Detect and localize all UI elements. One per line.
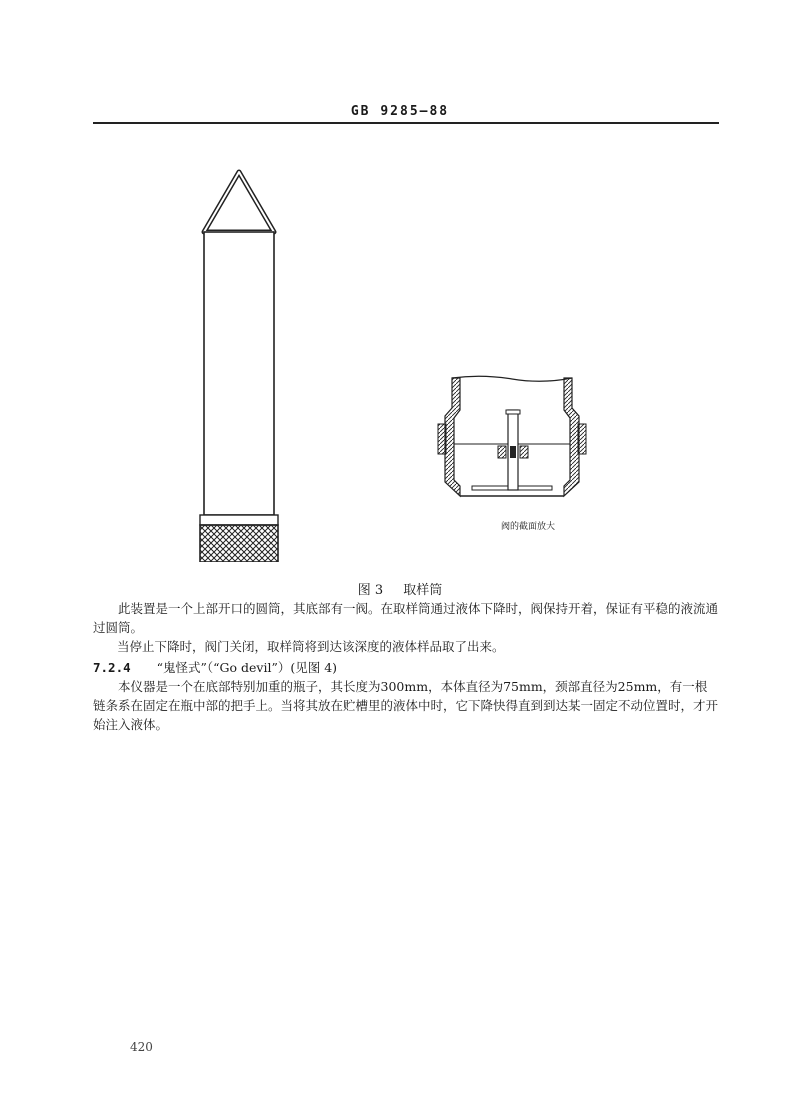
sampling-cylinder-drawing: [190, 162, 300, 562]
standard-code-header: GB 9285—88: [350, 104, 450, 119]
section-heading: [93, 658, 337, 676]
header-rule: [93, 122, 719, 124]
figure-caption: [0, 579, 800, 598]
section-number: 7.2.4: [93, 660, 131, 675]
section-title: “鬼怪式”（“Go devil”）(见图 4): [156, 660, 338, 675]
valve-caption: 阀的截面放大: [500, 522, 555, 532]
figure-title: 取样筒: [403, 583, 443, 598]
figure-number: 图 3: [357, 583, 384, 598]
valve-cross-section-drawing: [432, 372, 592, 502]
paragraph-device-description: 此装置是一个上部开口的圆筒，其底部有一阀。在取样筒通过液体下降时，阀保持开着，保证有平稳的液流通过圆筒。: [93, 601, 719, 635]
paragraph-valve-closing: 当停止下降时，阀门关闭，取样筒将到达该深度的液体样品取了出来。: [117, 639, 505, 654]
paragraph-go-devil: 本仪器是一个在底部特别加重的瓶子，其长度为300mm，本体直径为75mm，颈部直径为25mm，有一根链条系在固定在瓶中部的把手上。当将其放在贮槽里的液体中时，它下降快得直到到达某一固定不动位置时，才开始注入液体。: [93, 679, 719, 732]
page-number: 420: [130, 1040, 153, 1054]
